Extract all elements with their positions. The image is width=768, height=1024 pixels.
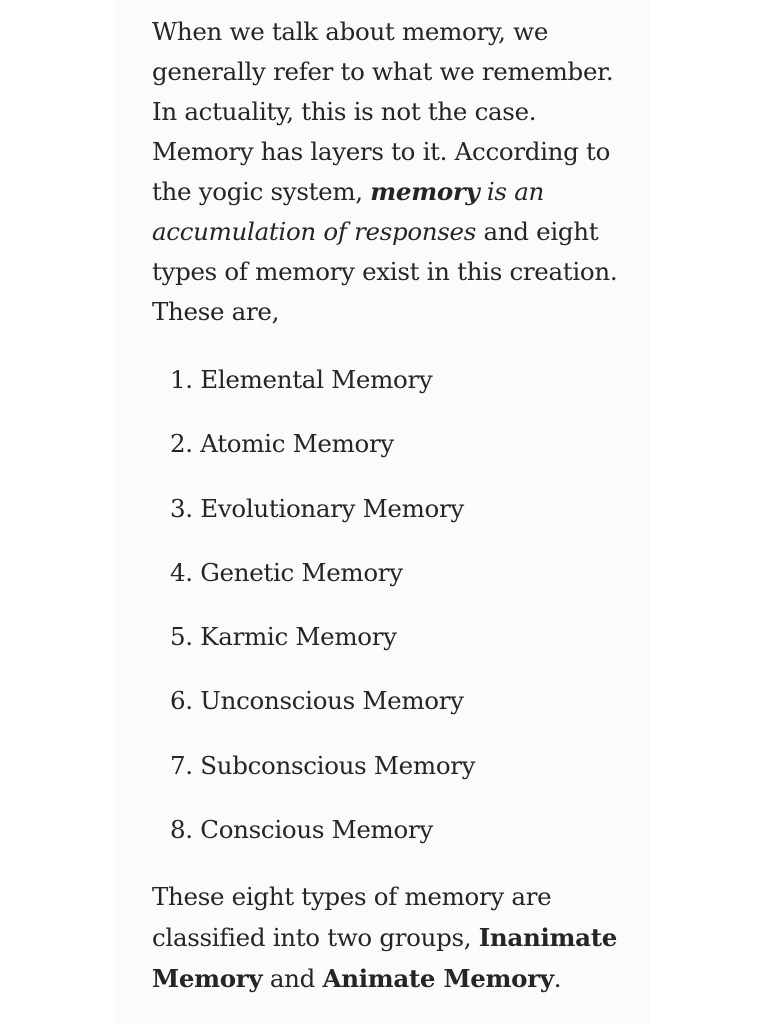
list-item-label: Genetic Memory <box>200 557 403 587</box>
conclusion-text: These eight types of memory are classified into two groups, <box>152 882 552 953</box>
list-item-label: Atomic Memory <box>200 429 394 459</box>
list-item-number: 4. <box>170 557 193 587</box>
intro-paragraph <box>152 12 632 332</box>
list-item-label: Karmic Memory <box>200 622 397 652</box>
list-item-number: 7. <box>170 750 193 780</box>
list-item <box>170 489 632 553</box>
left-margin <box>0 0 115 1024</box>
list-item-label: Conscious Memory <box>200 815 433 845</box>
list-item <box>170 617 632 681</box>
article-body <box>152 12 632 999</box>
conjunction-text: and <box>262 964 323 994</box>
right-margin <box>650 0 768 1024</box>
list-item-label: Evolutionary Memory <box>200 493 464 523</box>
list-item-number: 6. <box>170 686 193 716</box>
list-item <box>170 360 632 424</box>
list-item <box>170 810 632 874</box>
list-item-label: Elemental Memory <box>200 365 433 394</box>
list-item <box>170 553 632 617</box>
list-item-number: 5. <box>170 622 193 652</box>
emphasis-italic-text: is an accumulation of responses <box>152 177 544 246</box>
list-item <box>170 746 632 810</box>
memory-types-list <box>152 360 632 874</box>
emphasis-bold-word: memory <box>370 177 480 206</box>
list-item-number: 1. <box>170 365 193 394</box>
list-item-number: 3. <box>170 493 193 523</box>
animate-memory-term: Animate Memory <box>322 964 554 994</box>
sentence-end: . <box>553 964 562 994</box>
list-item-number: 2. <box>170 429 193 459</box>
conclusion-paragraph <box>152 876 632 999</box>
list-item <box>170 424 632 488</box>
list-item-label: Unconscious Memory <box>200 686 464 716</box>
inanimate-memory-term: Inanimate Memory <box>152 923 618 994</box>
intro-text-continued: and eight types of memory exist in this creation. These are, <box>152 217 618 326</box>
list-item-label: Subconscious Memory <box>200 750 476 780</box>
list-item <box>170 681 632 745</box>
list-item-number: 8. <box>170 815 193 845</box>
intro-text: When we talk about memory, we generally refer to what we remember. In actuality, this is not the case. Memory has layers to it. According to the yogic system, <box>152 17 614 206</box>
